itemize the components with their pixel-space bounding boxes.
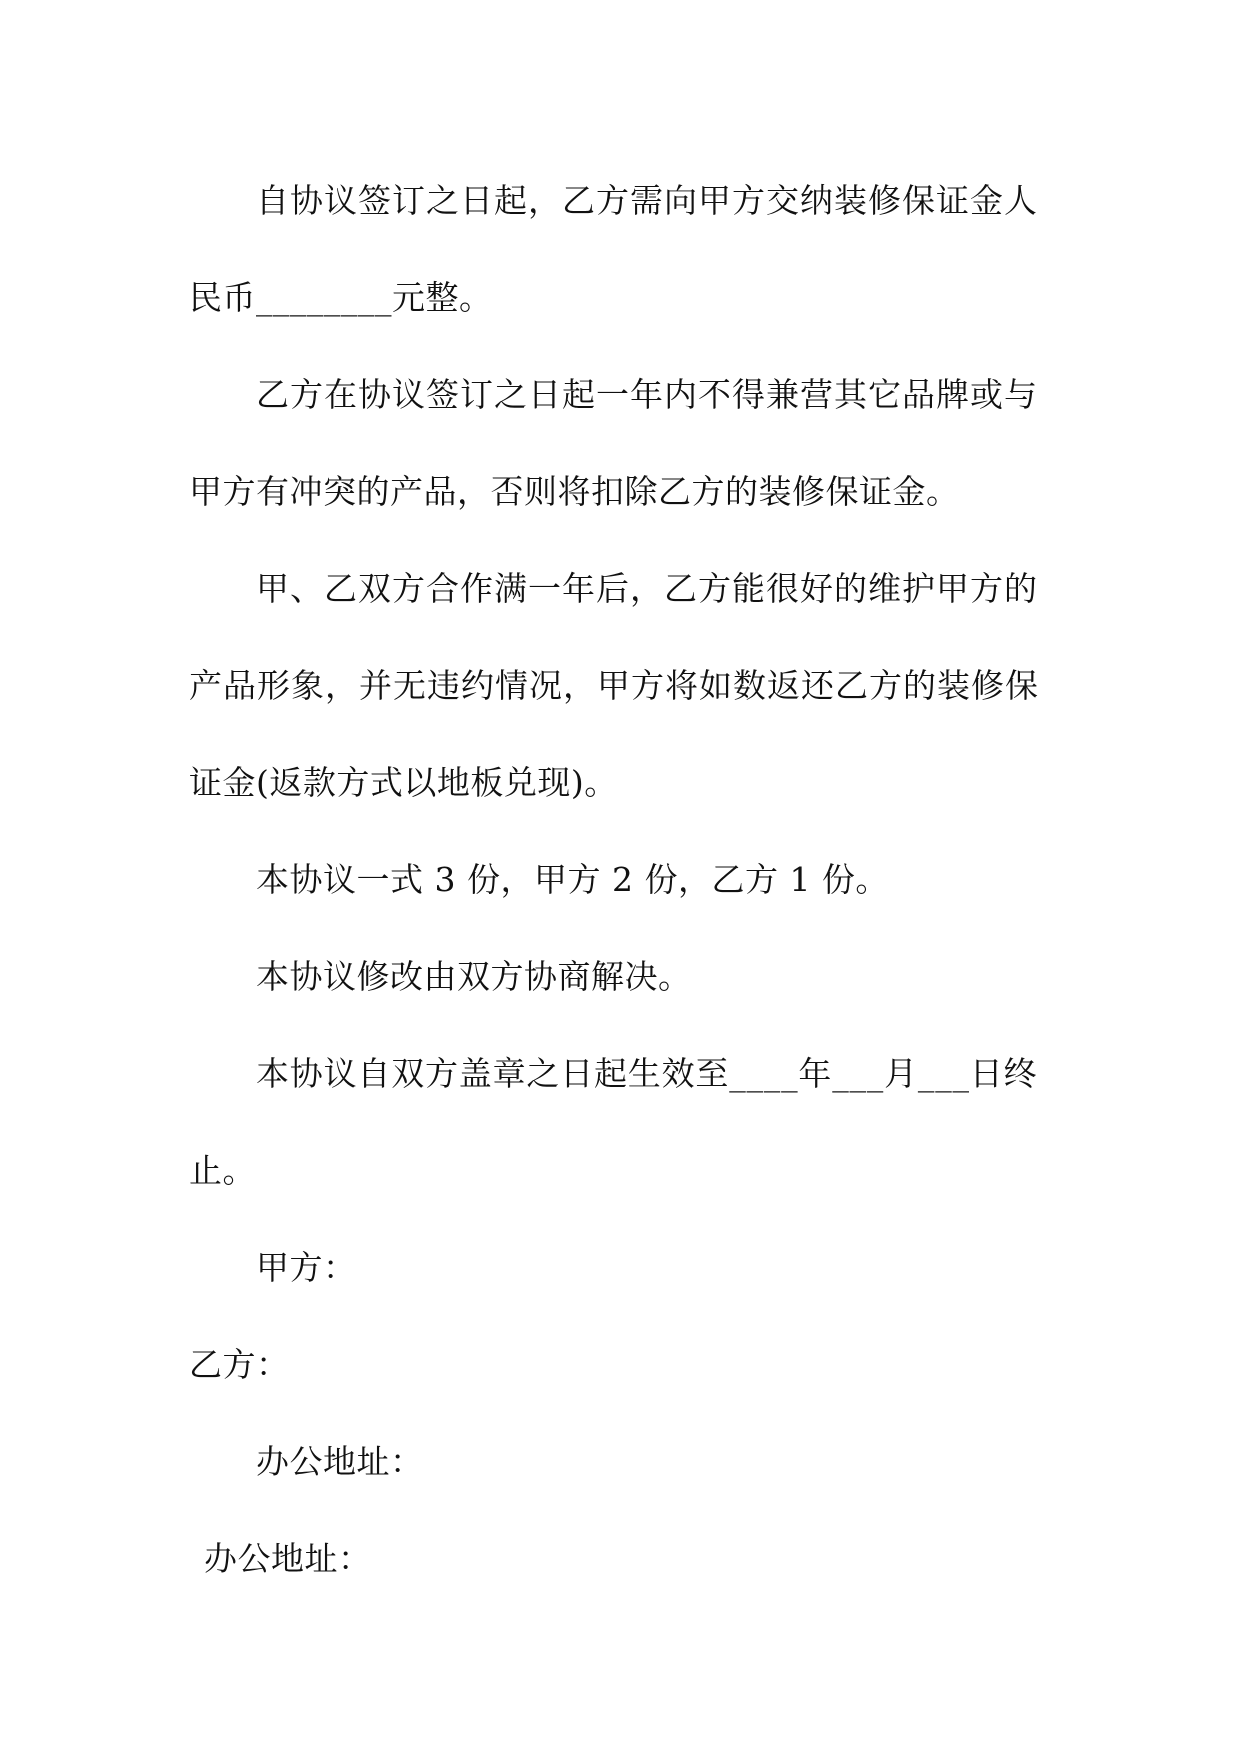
deposit-clause-line-2: 民币________元整。 [189, 278, 493, 317]
copies-clause: 本协议一式 3 份，甲方 2 份，乙方 1 份。 [256, 860, 889, 899]
refund-clause-line-3: 证金(返款方式以地板兑现)。 [189, 763, 618, 802]
party-a-signature-label: 甲方： [256, 1248, 357, 1287]
term-clause-line-1: 本协议自双方盖章之日起生效至____年___月___日终 [256, 1054, 1038, 1093]
exclusivity-clause-line-2: 甲方有冲突的产品，否则将扣除乙方的装修保证金。 [189, 472, 960, 511]
deposit-clause-line-1: 自协议签订之日起，乙方需向甲方交纳装修保证金人 [256, 181, 1038, 220]
party-b-signature-label: 乙方： [189, 1345, 290, 1384]
term-clause-line-2: 止。 [189, 1151, 256, 1190]
refund-clause-line-2: 产品形象，并无违约情况，甲方将如数返还乙方的装修保 [189, 666, 1039, 705]
amendment-clause: 本协议修改由双方协商解决。 [256, 957, 692, 996]
refund-clause-line-1: 甲、乙双方合作满一年后，乙方能很好的维护甲方的 [256, 569, 1038, 608]
party-b-address-label: 办公地址： [204, 1539, 372, 1578]
party-a-address-label: 办公地址： [256, 1442, 424, 1481]
exclusivity-clause-line-1: 乙方在协议签订之日起一年内不得兼营其它品牌或与 [256, 375, 1038, 414]
